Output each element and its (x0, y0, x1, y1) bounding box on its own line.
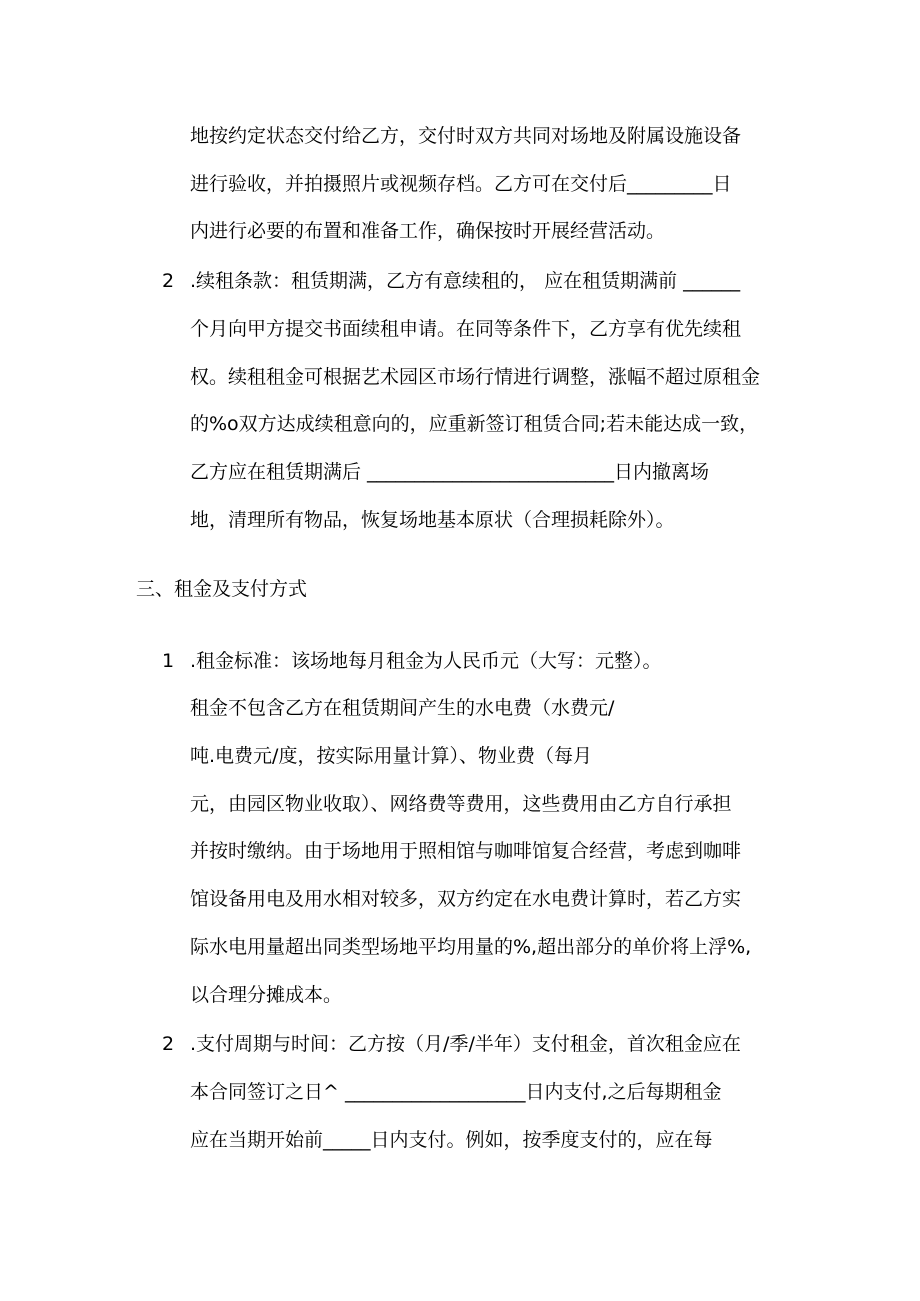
clause-rent-standard-line-7: 际水电用量超出同类型场地平均用量的%,超出部分的单价将上浮%, (190, 936, 752, 958)
clause-prev-line-2: 进行验收，并拍摄照片或视频存档。乙方可在交付后_________日 (190, 173, 732, 195)
clause-renewal-line-4: 的%o双方达成续租意向的，应重新签订租赁合同;若未能达成一致， (190, 413, 759, 435)
clause-prev-line-1: 地按约定状态交付给乙方，交付时双方共同对场地及附属设施设备 (190, 125, 742, 147)
clause-payment-line-2: 本合同签订之日^ ___________________日内支付,之后每期租金 (190, 1081, 722, 1103)
clause-renewal-line-6: 地，清理所有物品，恢复场地基本原状（合理损耗除外）。 (190, 509, 675, 531)
clause-renewal-line-2: 个月向甲方提交书面续租申请。在同等条件下，乙方享有优先续租 (190, 318, 742, 340)
clause-rent-standard-line-6: 馆设备用电及用水相对较多，双方约定在水电费计算时，若乙方实 (190, 888, 742, 910)
clause-payment-line-3: 应在当期开始前_____日内支付。例如，按季度支付的，应在每 (190, 1129, 713, 1151)
clause-renewal-line-1: .续租条款：租赁期满，乙方有意续租的， 应在租赁期满前 ______ (190, 270, 741, 292)
clause-renewal-line-5: 乙方应在租赁期满后 __________________________日内撤离场 (190, 461, 710, 483)
clause-rent-standard-line-4: 元，由园区物业收取）、网络费等费用，这些费用由乙方自行承担 (190, 793, 732, 815)
clause-renewal-number: 2 (162, 270, 175, 292)
clause-prev-line-3: 内进行必要的布置和准备工作，确保按时开展经营活动。 (190, 220, 666, 242)
clause-rent-standard-line-5: 并按时缴纳。由于场地用于照相馆与咖啡馆复合经营，考虑到咖啡 (190, 840, 742, 862)
clause-rent-standard-line-1: .租金标准：该场地每月租金为人民币元（大写：元整）。 (190, 650, 662, 672)
clause-rent-standard-number: 1 (162, 650, 175, 672)
section-heading: 三、租金及支付方式 (136, 578, 308, 600)
clause-rent-standard-line-8: 以合理分摊成本。 (190, 984, 343, 1006)
clause-rent-standard-line-3: 吨.电费元/度，按实际用量计算）、物业费（每月 (190, 745, 592, 767)
clause-payment-number: 2 (162, 1033, 175, 1055)
clause-payment-line-1: .支付周期与时间：乙方按（月/季/半年）支付租金，首次租金应在 (190, 1033, 741, 1055)
clause-rent-standard-line-2: 租金不包含乙方在租赁期间产生的水电费（水费元/ (190, 697, 615, 719)
clause-renewal-line-3: 权。续租租金可根据艺术园区市场行情进行调整，涨幅不超过原租金 (190, 366, 761, 388)
